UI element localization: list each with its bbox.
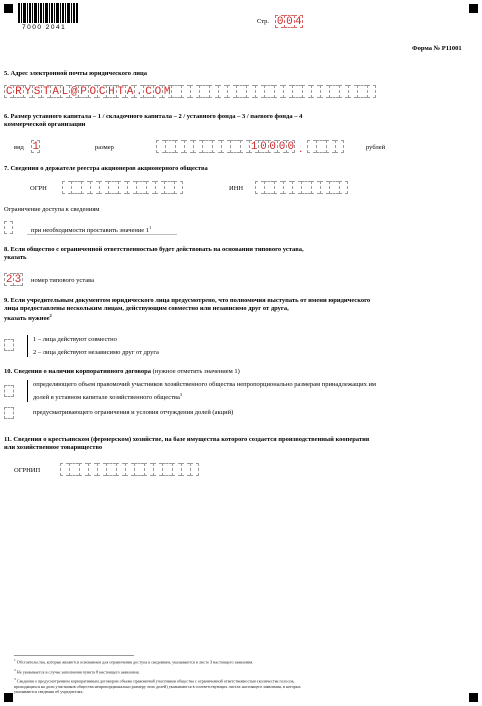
email-char-cell[interactable]: [357, 85, 366, 98]
email-char-cell[interactable]: C: [98, 85, 106, 98]
email-char-cell[interactable]: [274, 85, 283, 98]
ogrnip-digit-cell[interactable]: [116, 463, 125, 476]
amount-digit-cell[interactable]: [212, 140, 221, 153]
inn-digit-cell[interactable]: [274, 181, 283, 194]
ogrn-digit-cell[interactable]: [155, 181, 164, 194]
kopeck-digit-cell[interactable]: [335, 140, 344, 153]
ogrnip-digit-cell[interactable]: [60, 463, 69, 476]
amount-digit-cell[interactable]: [240, 140, 249, 153]
page-label: Стр.: [257, 18, 270, 25]
footnote-3-text-line3: указываются сведения об учредителях.: [14, 688, 84, 694]
charter-number-cells: [4, 273, 23, 286]
ogrn-digit-cell[interactable]: [146, 181, 155, 194]
ogrnip-digit-cell[interactable]: [106, 463, 115, 476]
email-char-cell[interactable]: [329, 85, 338, 98]
kopeck-digit-cell[interactable]: [316, 140, 325, 153]
amount-digit-cell[interactable]: 0: [278, 140, 286, 153]
capital-kind-label: вид: [14, 144, 24, 151]
corporate-agreement-2-input[interactable]: [4, 407, 14, 419]
section8-title-line2: указать: [4, 254, 27, 261]
section9-title: [4, 297, 480, 323]
ogrn-cells: [62, 181, 183, 194]
inn-digit-cell[interactable]: [301, 181, 310, 194]
amount-digit-cell[interactable]: [175, 140, 184, 153]
restriction-label: Ограничение доступа к сведениям: [4, 206, 100, 213]
page-digit: 0: [286, 15, 293, 28]
capital-amount-cells: [156, 140, 295, 153]
email-char-cell[interactable]: O: [89, 85, 97, 98]
section11-title: [4, 436, 480, 452]
email-char-cell[interactable]: [209, 85, 218, 98]
capital-kind-cells: [31, 140, 40, 153]
form-label: Форма № Р11001: [412, 45, 462, 52]
email-char-cell[interactable]: T: [117, 85, 125, 98]
email-char-cell[interactable]: .: [136, 85, 143, 98]
email-char-cell[interactable]: [283, 85, 292, 98]
email-char-cell[interactable]: [181, 85, 190, 98]
footnotes: [14, 658, 476, 694]
email-char-cell[interactable]: [367, 85, 376, 98]
inn-digit-cell[interactable]: [264, 181, 273, 194]
ogrn-digit-cell[interactable]: [81, 181, 90, 194]
corporate-agreement-1-input[interactable]: [4, 385, 14, 397]
email-char-cell[interactable]: C: [5, 85, 13, 98]
email-char-cell[interactable]: [311, 85, 320, 98]
ogrnip-digit-cell[interactable]: [153, 463, 162, 476]
footnote-3-text-line1: Сведения о предусмотренном корпоративным договором объеме правомочий участников общества с ограниченной ответственностью (количестве голосов,: [16, 678, 295, 684]
section8-title: [4, 246, 478, 262]
charter-digit: 2: [5, 273, 13, 286]
ogrn-digit-cell[interactable]: [127, 181, 136, 194]
footnote-ref-2: 2: [49, 313, 52, 318]
page-digit: 4: [294, 15, 302, 28]
capital-kopeck-cells: [307, 140, 344, 153]
email-char-cell[interactable]: [348, 85, 357, 98]
section6-title-line1: 6. Размер уставного капитала – 1 / складочного капитала – 2 / уставного фонда – 3 / паевого фонда – 4: [4, 113, 303, 120]
email-char-cell[interactable]: [236, 85, 245, 98]
ogrn-digit-cell[interactable]: [136, 181, 145, 194]
email-char-cell[interactable]: C: [145, 85, 152, 98]
section6-title: [4, 113, 478, 129]
corporate-agreement-option-1-line2: долей в уставном капитале хозяйственного общества: [33, 394, 180, 402]
registration-mark-top-right: [469, 4, 478, 13]
footnote-2: [14, 668, 476, 675]
ogrnip-digit-cell[interactable]: [190, 463, 199, 476]
registration-mark-bottom-right: [469, 693, 478, 702]
ogrn-digit-cell[interactable]: [108, 181, 117, 194]
ogrn-digit-cell[interactable]: [90, 181, 99, 194]
section7-title: 7. Сведения о держателе реестра акционеров акционерного общества: [4, 165, 208, 172]
capital-kind-value: 1: [32, 140, 39, 153]
email-char-cell[interactable]: @: [70, 85, 78, 98]
authority-option-1: 1 – лица действуют совместно: [33, 336, 117, 343]
email-char-cell[interactable]: [246, 85, 255, 98]
kopeck-digit-cell[interactable]: [326, 140, 335, 153]
amount-digit-cell[interactable]: 0: [269, 140, 277, 153]
email-char-cell[interactable]: [199, 85, 208, 98]
section9-title-line2: лица предоставлены нескольким лицам, действующим совместно или независимо друг от друга,: [4, 305, 289, 312]
currency-label: рублей: [366, 144, 386, 151]
footnote-2-mark: 2: [14, 667, 16, 672]
ogrn-digit-cell[interactable]: [99, 181, 108, 194]
email-char-cell[interactable]: [218, 85, 227, 98]
amount-digit-cell[interactable]: [156, 140, 165, 153]
ogrnip-digit-cell[interactable]: [144, 463, 153, 476]
ogrnip-digit-cell[interactable]: [181, 463, 190, 476]
footnote-ref-1: 1: [149, 225, 152, 230]
footnote-1-mark: 1: [14, 658, 16, 662]
email-char-cell[interactable]: S: [33, 85, 41, 98]
email-char-cell[interactable]: R: [15, 85, 22, 98]
restriction-input[interactable]: [4, 221, 13, 234]
ogrnip-digit-cell[interactable]: [125, 463, 134, 476]
amount-digit-cell[interactable]: [165, 140, 174, 153]
email-char-cell[interactable]: [339, 85, 348, 98]
email-char-cell[interactable]: A: [52, 85, 59, 98]
section10-title-text: 10. Сведения о наличии корпоративного договора: [4, 368, 151, 375]
email-char-cell[interactable]: T: [43, 85, 50, 98]
ogrnip-cells: [60, 463, 199, 476]
ogrn-digit-cell[interactable]: [174, 181, 183, 194]
ogrnip-digit-cell[interactable]: [88, 463, 97, 476]
amount-digit-cell[interactable]: [202, 140, 211, 153]
section10-title: [4, 368, 240, 376]
ogrnip-digit-cell[interactable]: [172, 463, 181, 476]
email-char-cell[interactable]: M: [163, 85, 171, 98]
amount-digit-cell[interactable]: 0: [260, 140, 267, 153]
authority-bracket: [27, 335, 28, 357]
inn-cells: [255, 181, 348, 194]
footnote-2-text: Не указывается в случае заполнения пункта 8 настоящего заявления.: [16, 668, 140, 674]
restriction-cell[interactable]: [4, 221, 13, 234]
charter-digit: 3: [14, 273, 22, 286]
section6-title-line2: коммерческой организации: [4, 121, 86, 128]
amount-digit-cell[interactable]: 0: [287, 140, 295, 153]
amount-digit-cell[interactable]: [193, 140, 202, 153]
kopeck-digit-cell[interactable]: [307, 140, 316, 153]
email-char-cell[interactable]: H: [108, 85, 115, 98]
ogrnip-digit-cell[interactable]: [79, 463, 88, 476]
amount-digit-cell[interactable]: [221, 140, 230, 153]
footnote-3: [14, 677, 476, 684]
ogrn-digit-cell[interactable]: [71, 181, 80, 194]
amount-decimal-dot: .: [299, 140, 303, 155]
barcode-number: 7000 2041: [22, 24, 67, 31]
email-char-cell[interactable]: Y: [24, 85, 32, 98]
authority-mode-input[interactable]: [4, 339, 14, 351]
section11-title-line2: или хозяйственное товарищество: [4, 444, 103, 451]
section8-title-line1: 8. Если общество с ограниченной ответственностью будет действовать на основании типового устава,: [4, 246, 304, 253]
ogrnip-label: ОГРНИП: [14, 467, 41, 474]
email-char-cell[interactable]: [190, 85, 199, 98]
ogrn-label: ОГРН: [30, 185, 47, 192]
section9-title-line1: 9. Если учредительным документом юридического лица предусмотрено, что полномочия выступать от имени юридического: [4, 297, 371, 304]
restriction-hint-text: при необходимости проставить значение 1: [31, 227, 150, 235]
charter-number-label: номер типового устава: [31, 277, 94, 284]
inn-label: ИНН: [229, 185, 244, 192]
email-char-cell[interactable]: [292, 85, 301, 98]
email-char-cell[interactable]: P: [80, 85, 87, 98]
footnote-divider: [14, 655, 134, 656]
footnote-ref-3: 3: [179, 392, 182, 397]
ogrnip-digit-cell[interactable]: [69, 463, 78, 476]
footnote-3-mark: 3: [14, 677, 16, 682]
authority-option-2: 2 – лица действуют независимо друг от друга: [33, 349, 159, 356]
inn-digit-cell[interactable]: [311, 181, 320, 194]
corporate-agreement-option-1-line1: определяющего объем правомочий участников хозяйственного общества непропорционально размерам принадлежащих им: [33, 381, 377, 388]
ogrnip-digit-cell[interactable]: [97, 463, 106, 476]
inn-digit-cell[interactable]: [283, 181, 292, 194]
email-char-cell[interactable]: [264, 85, 273, 98]
page-digit: 0: [276, 15, 284, 28]
amount-digit-cell[interactable]: [184, 140, 193, 153]
footnote-1-text: Обстоятельства, которые являются основанием для ограничения доступа к сведениям, указываются в листе З настоящего заявления.: [16, 659, 254, 665]
email-char-cell[interactable]: [302, 85, 311, 98]
footnote-3-text-line2: приходящихся на доли участников общества непропорционально размеру этих долей) указываются в соответствующих листах настоящего заявления, в которых: [14, 683, 301, 689]
footnote-1: [14, 658, 476, 665]
section9-title-line3: указать нужное: [4, 315, 50, 323]
email-char-cell[interactable]: A: [126, 85, 134, 98]
email-char-cell[interactable]: [320, 85, 329, 98]
page-number-cells: [275, 15, 303, 28]
ogrnip-digit-cell[interactable]: [134, 463, 143, 476]
ogrnip-digit-cell[interactable]: [162, 463, 171, 476]
corporate-agreement-option-1: [33, 381, 473, 402]
section11-title-line1: 11. Сведения о крестьянском (фермерском) хозяйстве, на базе имущества которого создается производственный кооператив: [4, 436, 370, 443]
inn-digit-cell[interactable]: [292, 181, 301, 194]
email-cells: [4, 85, 376, 98]
inn-digit-cell[interactable]: [255, 181, 264, 194]
email-char-cell[interactable]: L: [61, 85, 69, 98]
inn-digit-cell[interactable]: [320, 181, 329, 194]
inn-digit-cell[interactable]: [329, 181, 338, 194]
email-char-cell[interactable]: O: [154, 85, 162, 98]
email-char-cell[interactable]: [255, 85, 264, 98]
email-char-cell[interactable]: [171, 85, 180, 98]
inn-digit-cell[interactable]: [339, 181, 348, 194]
section10-title-note: (нужное отметить значением 1): [152, 368, 240, 375]
email-char-cell[interactable]: [227, 85, 236, 98]
corporate-agreement-1-bracket: [27, 380, 28, 402]
ogrn-digit-cell[interactable]: [164, 181, 173, 194]
amount-digit-cell[interactable]: [230, 140, 239, 153]
ogrn-digit-cell[interactable]: [118, 181, 127, 194]
section5-title: 5. Адрес электронной почты юридического лица: [4, 70, 148, 77]
capital-amount-label: размер: [95, 144, 114, 151]
ogrn-digit-cell[interactable]: [62, 181, 71, 194]
corporate-agreement-option-2: предусматривающего ограничения и условия отчуждения долей (акций): [33, 409, 234, 416]
amount-digit-cell[interactable]: 1: [250, 140, 258, 153]
restriction-underline: [27, 234, 177, 235]
registration-mark-bottom-left: [4, 693, 13, 702]
registration-mark-top-left: [4, 4, 13, 13]
